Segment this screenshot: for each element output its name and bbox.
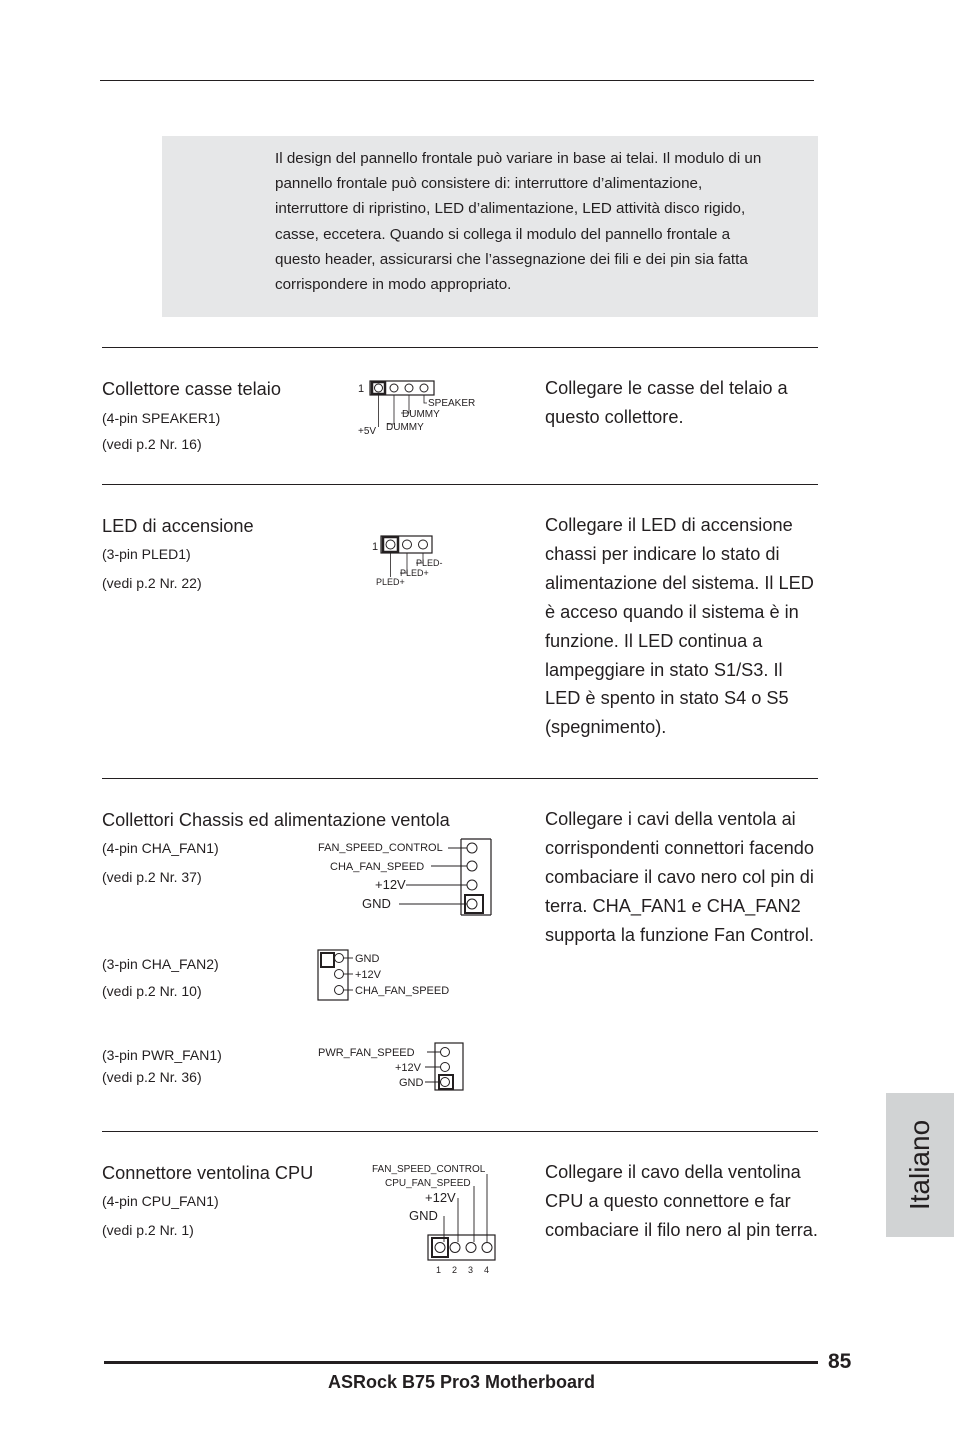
pin-number: 3: [468, 1265, 474, 1275]
cpu-pin: (4-pin CPU_FAN1): [102, 1193, 219, 1209]
led-desc: Collegare il LED di accensione chassi per indicare lo stato di alimentazione del sistema. Il LED è acceso quando il sistema è in funzione. Il LED continua a lampeggiare in stato S1/S3. Il LED è spento in stato S4 o S5 (spegnimento).: [545, 515, 814, 738]
pin1-label: 1: [358, 383, 365, 395]
cha-fan1-pin: (4-pin CHA_FAN1): [102, 840, 219, 856]
footer-title: ASRock B75 Pro3 Motherboard: [328, 1372, 596, 1392]
fans-desc: Collegare i cavi della ventola ai corrispondenti connettori facendo combaciare il cavo nero col pin di terra. CHA_FAN1 e CHA_FAN2 supporta la funzione Fan Control.: [545, 809, 814, 945]
pin1-label: 1: [372, 541, 379, 553]
pled-minus-label: PLED-: [416, 558, 443, 568]
cpu-fan-diagram: [370, 1160, 500, 1278]
cha-fan2-pin: (3-pin CHA_FAN2): [102, 956, 219, 972]
page-number: 85: [828, 1350, 852, 1373]
plus12v-label: +12V: [395, 1062, 421, 1074]
pwr-fan1-diagram: [315, 1040, 470, 1096]
cpu-desc: Collegare il cavo della ventolina CPU a questo connettore e far combaciare il filo nero al pin terra.: [545, 1162, 818, 1240]
note-line: corrispondere in modo appropriato.: [275, 276, 512, 294]
gnd-label: GND: [355, 953, 380, 965]
cha-fan1-diagram: [315, 835, 495, 919]
cpu-fan-speed-label: CPU_FAN_SPEED: [385, 1178, 471, 1189]
cha-fan-speed-label: CHA_FAN_SPEED: [355, 985, 450, 997]
fan-speed-control-label: FAN_SPEED_CONTROL: [372, 1164, 486, 1175]
pled-plus-label: PLED+: [400, 568, 429, 578]
speaker-ref: (vedi p.2 Nr. 16): [102, 436, 202, 452]
pin-number: 1: [436, 1265, 442, 1275]
pwr-fan-speed-label: PWR_FAN_SPEED: [318, 1047, 415, 1059]
cpu-ref: (vedi p.2 Nr. 1): [102, 1222, 194, 1238]
section-rule: [102, 778, 818, 779]
footer-rule: [104, 1361, 818, 1364]
section-rule: [102, 347, 818, 348]
cpu-title: Connettore ventolina CPU: [102, 1163, 314, 1183]
speaker-label: SPEAKER: [428, 398, 476, 409]
plus5v-label: +5V: [358, 426, 377, 436]
speaker-title: Collettore casse telaio: [102, 379, 281, 399]
cha-fan-speed-label: CHA_FAN_SPEED: [330, 861, 425, 873]
led-title: LED di accensione: [102, 516, 254, 536]
gnd-label: GND: [399, 1077, 424, 1089]
language-side-tab: [886, 1093, 954, 1237]
plus12v-label: +12V: [425, 1190, 456, 1205]
pwr-fan1-ref: (vedi p.2 Nr. 36): [102, 1069, 202, 1085]
note-line: Il design del pannello frontale può variare in base ai telai. Il modulo di un: [275, 150, 762, 167]
pwr-fan1-pin: (3-pin PWR_FAN1): [102, 1047, 222, 1063]
pin-number: 4: [484, 1265, 490, 1275]
section-rule: [102, 484, 818, 485]
led-ref: (vedi p.2 Nr. 22): [102, 575, 202, 591]
cha-fan2-diagram: [315, 947, 475, 1003]
gnd-label: GND: [409, 1208, 438, 1223]
note-line: casse, eccetera. Quando si collega il modulo del pannello frontale a: [275, 225, 731, 243]
language-label: Italiano: [904, 1119, 935, 1211]
note-line: interruttore di ripristino, LED d’alimentazione, LED attività disco rigido,: [275, 200, 746, 218]
note-text: [275, 146, 820, 297]
section-rule: [102, 1131, 818, 1132]
speaker-desc: Collegare le casse del telaio a questo collettore.: [545, 378, 788, 427]
speaker-pin: (4-pin SPEAKER1): [102, 410, 221, 426]
pled-plus-label-2: PLED+: [376, 577, 405, 587]
plus12v-label: +12V: [375, 877, 406, 892]
speaker-header-diagram: [355, 376, 485, 436]
dummy-label-2: DUMMY: [386, 422, 424, 433]
plus12v-label: +12V: [355, 969, 381, 981]
note-line: questo header, assicurarsi che l’assegnazione dei fili e dei pin sia fatta: [275, 250, 748, 268]
fan-speed-control-label: FAN_SPEED_CONTROL: [318, 842, 443, 854]
cha-fan2-ref: (vedi p.2 Nr. 10): [102, 983, 202, 999]
led-pin: (3-pin PLED1): [102, 546, 191, 562]
cha-fan1-ref: (vedi p.2 Nr. 37): [102, 869, 202, 885]
note-line: pannello frontale può consistere di: interruttore d’alimentazione,: [275, 175, 703, 193]
note-box: [162, 136, 818, 317]
pin-number: 2: [452, 1265, 458, 1275]
top-rule: [100, 80, 814, 81]
dummy-label-1: DUMMY: [402, 409, 440, 420]
fans-title: Collettori Chassis ed alimentazione ventola: [102, 810, 450, 830]
gnd-label: GND: [362, 896, 391, 911]
pled-header-diagram: [370, 533, 460, 589]
